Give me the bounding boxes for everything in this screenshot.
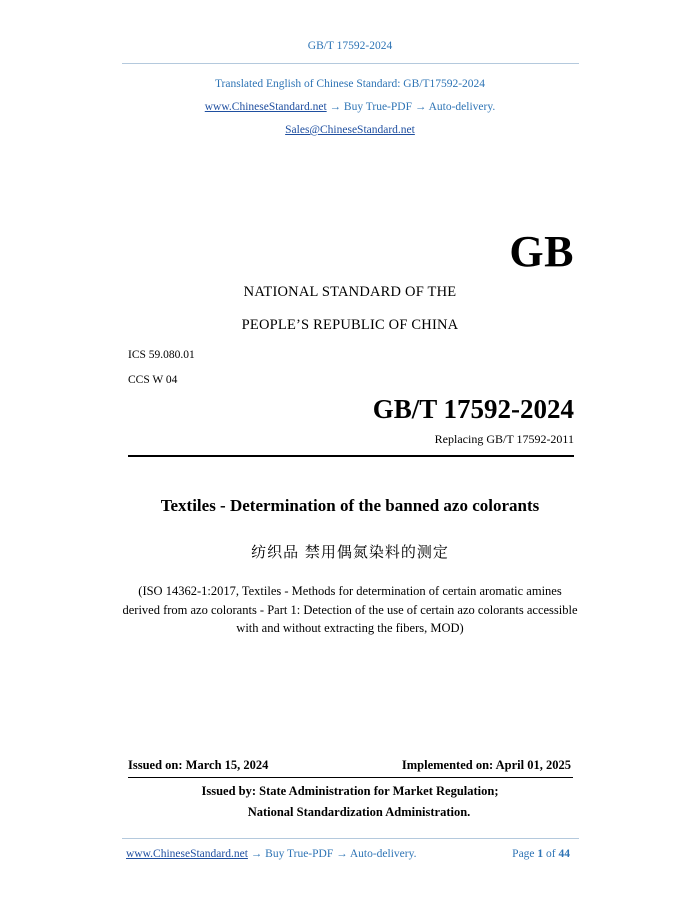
issued-date: Issued on: March 15, 2024	[128, 758, 269, 772]
ccs-code: CCS W 04	[128, 374, 178, 386]
issuer-line-2: National Standardization Administration.	[247, 805, 471, 819]
dates-divider	[128, 777, 573, 778]
iso-reference: (ISO 14362-1:2017, Textiles - Methods for determination of certain aromatic amines derived from azo colorants - Part 1: Detection of the use of certain azo colorants accessible with and without extracting the fibers, MOD)	[122, 584, 578, 635]
page-word: Page	[512, 848, 535, 860]
site-link[interactable]: www.ChineseStandard.net	[204, 101, 327, 113]
email-link[interactable]: Sales@ChineseStandard.net	[285, 124, 415, 136]
issuer-line-1: Issued by: State Administration for Market Regulation;	[201, 784, 499, 798]
purchase-line	[0, 101, 700, 113]
document-title: Textiles - Determination of the banned azo colorants	[160, 496, 540, 515]
page-total: 44	[558, 848, 570, 860]
translation-notice: Translated English of Chinese Standard: GB/T17592-2024	[214, 78, 486, 90]
title-divider	[128, 455, 574, 457]
purchase-suffix: → Buy True-PDF → Auto-delivery.	[326, 101, 496, 113]
footer-purchase-line	[126, 848, 416, 860]
running-header: GB/T 17592-2024	[307, 40, 393, 52]
ics-code: ICS 59.080.01	[128, 349, 195, 361]
national-standard-line-2: PEOPLE’S REPUBLIC OF CHINA	[241, 317, 459, 333]
page-of: of	[546, 848, 556, 860]
footer-purchase-suffix: → Buy True-PDF → Auto-delivery.	[247, 848, 417, 860]
page-counter	[512, 848, 570, 860]
gb-mark: GB	[509, 227, 574, 276]
document-title-chinese: 纺织品 禁用偶氮染料的测定	[251, 543, 449, 561]
page-current: 1	[537, 848, 544, 860]
standard-number: GB/T 17592-2024	[372, 394, 574, 424]
email-line	[0, 124, 700, 136]
header-divider	[122, 63, 579, 64]
implemented-date: Implemented on: April 01, 2025	[401, 758, 571, 772]
replacing-note: Replacing GB/T 17592-2011	[434, 432, 574, 446]
national-standard-line-1: NATIONAL STANDARD OF THE	[243, 284, 457, 300]
footer-site-link[interactable]: www.ChineseStandard.net	[126, 848, 248, 860]
footer-divider	[122, 838, 579, 839]
